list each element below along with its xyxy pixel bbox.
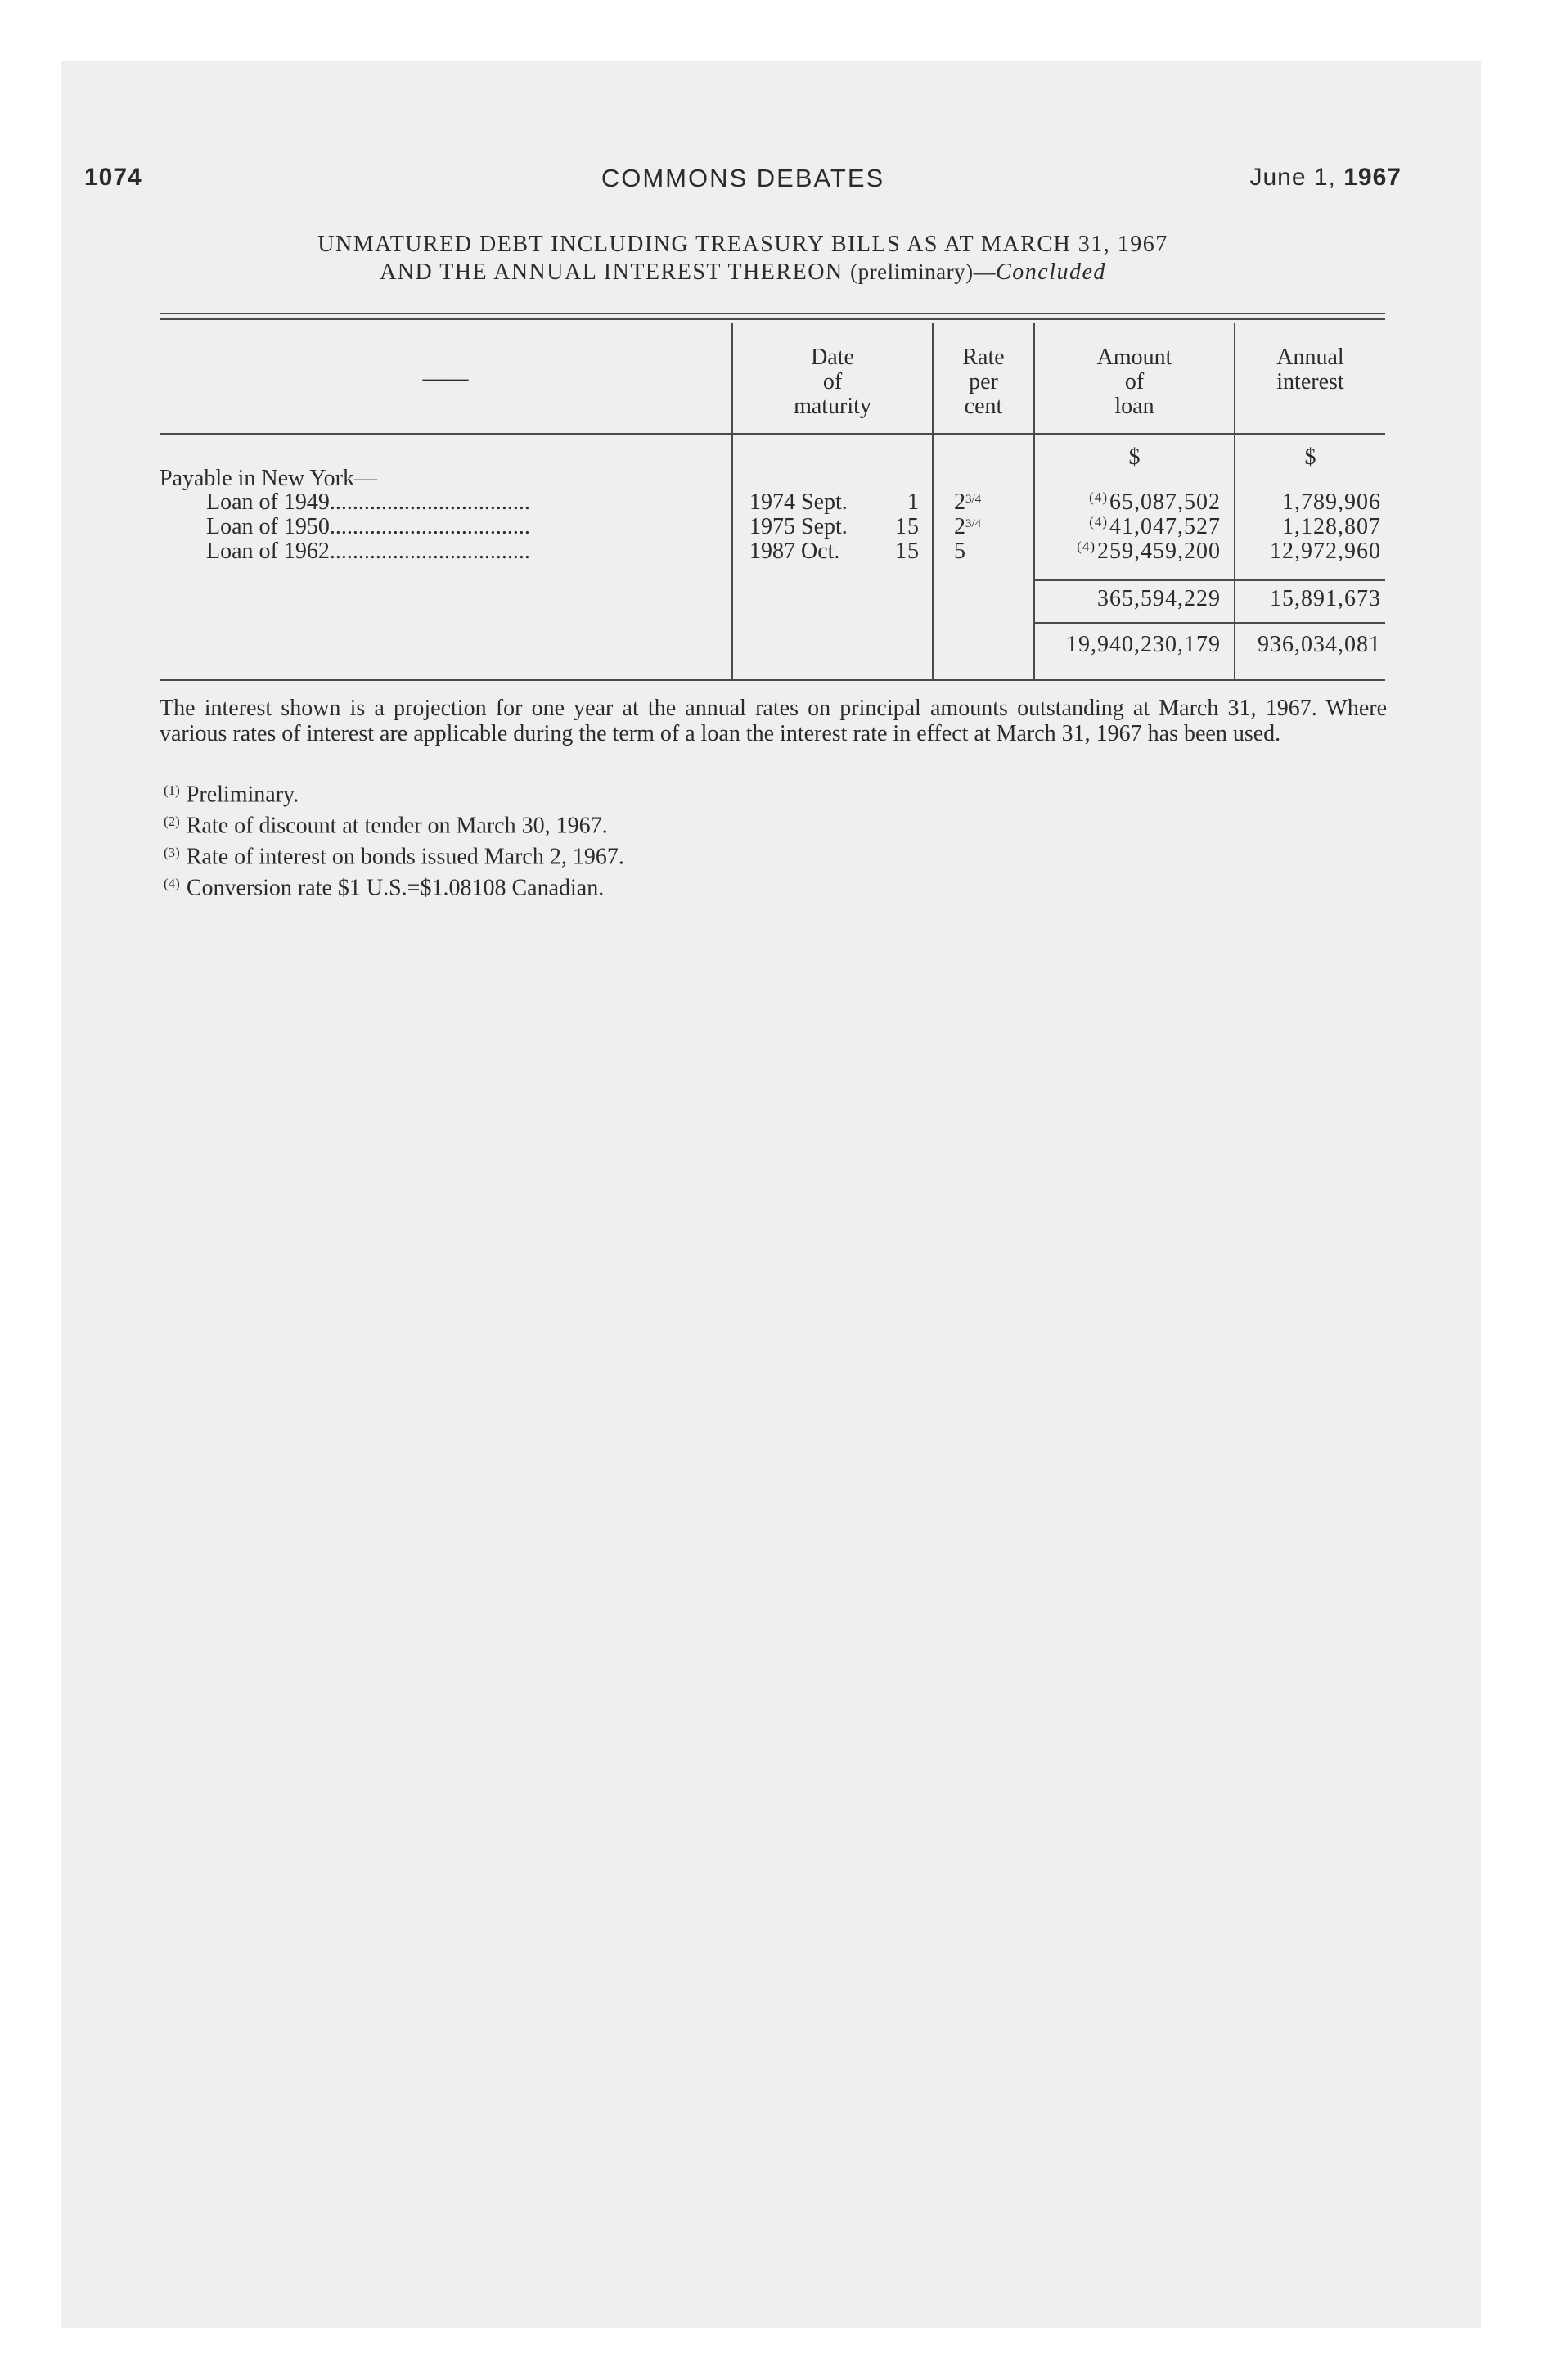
row-label-text: Loan of 1962 [206,539,330,564]
issue-date [1249,164,1402,192]
date-header-line-1: Date [811,345,854,370]
footnote [164,778,299,808]
rate-whole: 2 [954,514,965,539]
table-title-main: AND THE ANNUAL INTEREST THEREON [380,259,844,285]
rate-header-line-2: per [969,369,998,394]
loan-amount-value: 65,087,502 [1109,489,1221,515]
loan-amount-value: 41,047,527 [1109,514,1221,539]
journal-title: COMMONS DEBATES [601,164,885,192]
footnote-text: Rate of discount at tender on March 30, 1967. [186,813,608,839]
rate-value [954,539,965,564]
maturity-date: 1974 Sept. [749,489,848,515]
table-top-rule [160,313,1385,314]
table-title-line-2 [155,259,1330,286]
running-head [84,164,1402,205]
date-header-line-3: maturity [794,394,871,419]
date-header-line-2: of [822,369,843,394]
date-column-header [733,345,932,419]
rate-value [954,490,981,515]
row-label [206,539,727,564]
interest-unit: $ [1304,444,1316,470]
annual-interest: 1,128,807 [1282,514,1381,539]
table-bottom-rule [160,679,1385,681]
rate-fraction: 3/4 [965,516,982,530]
rate-column-header [934,345,1033,419]
header-bottom-rule [160,433,1385,435]
grand-total-amount: 19,940,230,179 [1066,632,1221,657]
stub-header: —— [422,366,469,391]
subtotal-interest: 15,891,673 [1270,586,1381,611]
maturity-day: 1 [907,489,920,515]
annual-interest: 12,972,960 [1270,539,1381,564]
explanatory-note: The interest shown is a projection for one year at the annual rates on principal amounts outstanding at March 31, 1967. Where various rates of interest are applicable during the term of a loan the interest rate in effect at March 31, 1967 has been used. [160,696,1387,746]
issue-date-year: 1967 [1343,164,1402,191]
section-label: Payable in New York— [160,466,377,491]
row-label-text: Loan of 1949 [206,490,330,515]
grand-total-interest: 936,034,081 [1258,632,1381,657]
page-number: 1074 [84,164,142,191]
interest-header-line-1: Annual [1276,345,1344,370]
subtotal-amount: 365,594,229 [1097,586,1221,611]
rate-whole: 2 [954,489,965,515]
row-label-text: Loan of 1950 [206,515,330,539]
footnote-ref: (4) [1089,513,1108,530]
dot-leaders: ................................... [329,539,530,564]
amount-unit: $ [1128,444,1141,470]
footnote-mark: (1) [164,782,180,798]
maturity-day: 15 [895,514,920,539]
footnote [164,871,604,901]
amount-header-line-3: loan [1114,394,1154,419]
footnote-mark: (3) [164,845,180,860]
grand-total-rule [1033,622,1385,624]
maturity-date: 1975 Sept. [749,514,848,539]
footnote [164,840,624,870]
footnote-mark: (2) [164,814,180,829]
subtotal-rule [1033,579,1385,581]
table-title-concluded: Concluded [996,259,1106,285]
footnote-text: Conversion rate $1 U.S.=$1.08108 Canadian. [186,875,605,901]
loan-amount [1035,539,1221,564]
footnote-ref: (4) [1089,489,1108,505]
row-label [206,490,727,515]
loan-amount [1035,515,1221,539]
table-title-paren: (preliminary)— [850,259,997,284]
rate-value [954,515,981,539]
rate-header-line-3: cent [964,394,1003,419]
rate-header-line-1: Rate [962,345,1005,370]
dot-leaders: ................................... [329,515,530,539]
interest-header-line-2: interest [1276,369,1344,394]
interest-column-header [1235,345,1385,394]
table-top-rule-double [160,318,1385,320]
rate-whole: 5 [954,539,965,564]
amount-header-line-2: of [1124,369,1145,394]
amount-column-header [1035,345,1234,419]
annual-interest: 1,789,906 [1282,489,1381,515]
maturity-date: 1987 Oct. [749,539,840,564]
maturity-day: 15 [895,539,920,564]
table-title-line-1: UNMATURED DEBT INCLUDING TREASURY BILLS AS AT MARCH 31, 1967 [317,232,1168,257]
rate-fraction: 3/4 [965,492,982,506]
dot-leaders: ................................... [329,490,530,515]
footnote-text: Preliminary. [186,782,299,808]
row-label [206,515,727,539]
issue-date-day: June 1, [1249,164,1336,191]
loan-amount-value: 259,459,200 [1097,539,1221,564]
loan-amount [1035,490,1221,515]
footnote-mark: (4) [164,876,180,891]
amount-header-line-1: Amount [1096,345,1172,370]
footnote [164,809,608,839]
footnote-text: Rate of interest on bonds issued March 2, 1967. [186,844,624,870]
footnote-ref: (4) [1077,538,1096,554]
